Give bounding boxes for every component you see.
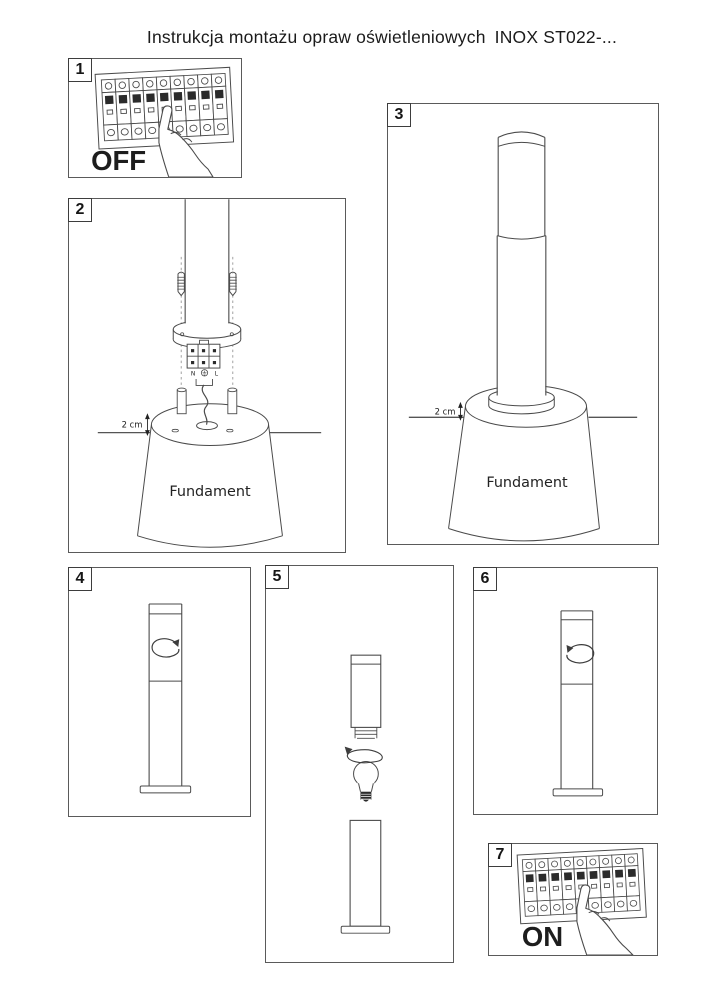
earth-symbol-icon (201, 370, 207, 376)
step-5-panel (265, 565, 454, 963)
foundation-label: Fundament (486, 474, 568, 491)
unscrew-head-drawing (69, 568, 250, 816)
mounting-screw-left (177, 272, 185, 295)
foundation-label: Fundament (169, 484, 251, 501)
on-label: ON (521, 921, 564, 953)
assembled-lamp-drawing (388, 104, 658, 544)
lamp-head-drawing (351, 655, 381, 738)
step-2-panel (68, 198, 346, 553)
mounting-screw-right (229, 272, 237, 295)
bulb-replacement-drawing (266, 566, 453, 962)
anchor-hole-left (172, 429, 178, 432)
breaker-on-drawing (489, 844, 657, 955)
breaker-off-drawing (69, 59, 241, 177)
mounting-exploded-drawing (69, 199, 345, 552)
rotation-arrow-icon (152, 639, 179, 657)
bollard-lamp-drawing (140, 604, 190, 793)
step-4-panel (68, 567, 251, 817)
page-title-text: Instrukcja montażu opraw oświetleniowych (146, 27, 486, 47)
lamp-post-drawing (185, 199, 229, 323)
terminal-block-drawing (187, 340, 220, 385)
step-6-panel (473, 567, 658, 815)
step-3-panel (387, 103, 659, 545)
dimension-label: 2 cm (121, 419, 143, 430)
bulb-icon (354, 762, 379, 802)
step-5-number: 5 (265, 565, 289, 589)
bollard-lamp-drawing (497, 132, 546, 396)
terminal-n-label: N (190, 370, 196, 378)
dimension-label: 2 cm (434, 406, 456, 417)
step-7-number: 7 (488, 843, 512, 867)
step-1-number: 1 (68, 58, 92, 82)
bollard-lamp-drawing (553, 611, 602, 796)
anchor-hole-right (227, 429, 233, 432)
step-3-number: 3 (387, 103, 411, 127)
step-4-number: 4 (68, 567, 92, 591)
product-code: INOX ST022-... (494, 27, 618, 47)
screw-head-drawing (474, 568, 657, 814)
step-2-number: 2 (68, 198, 92, 222)
lamp-post-drawing (341, 820, 389, 933)
terminal-bracket (196, 379, 212, 385)
page-title (0, 27, 724, 48)
step-7-panel (488, 843, 658, 956)
terminal-l-label: L (214, 370, 219, 378)
rotation-arrow-icon (566, 645, 593, 663)
rotation-arrow-icon (345, 747, 383, 763)
step-1-panel (68, 58, 242, 178)
step-6-number: 6 (473, 567, 497, 591)
off-label: OFF (91, 145, 147, 177)
